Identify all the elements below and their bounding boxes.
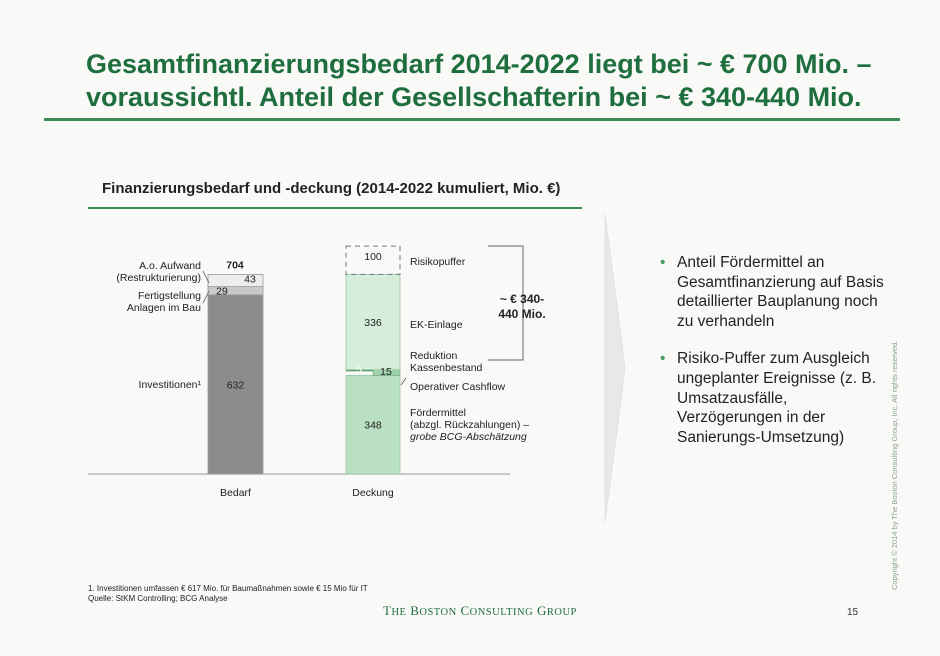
bedarf-total-label: 704 <box>226 259 244 272</box>
deckung-category-label: Fördermittel <box>410 407 467 419</box>
deckung-category-label: (abzgl. Rückzahlungen) – <box>410 419 530 431</box>
x-axis-label: Bedarf <box>220 487 251 499</box>
page-number: 15 <box>847 607 859 618</box>
deckung-category-label: EK-Einlage <box>410 319 463 331</box>
x-axis-label: Deckung <box>352 487 394 499</box>
deckung-value-label: 100 <box>364 251 382 264</box>
bedarf-category-label: A.o. Aufwand <box>139 260 201 272</box>
bullet-list <box>660 253 885 465</box>
deckung-category-label: grobe BCG-Abschätzung <box>410 431 527 443</box>
bedarf-value-label: 29 <box>216 285 228 298</box>
bracket-label: ~ € 340- <box>499 292 545 306</box>
arrow-chevron <box>605 214 625 522</box>
deckung-value-label: 348 <box>364 419 382 432</box>
bedarf-value-label: 43 <box>244 273 256 286</box>
bedarf-category-label: (Restrukturierung) <box>116 272 201 284</box>
slide-title-line-1: Gesamtfinanzierungsbedarf 2014-2022 liegt bei ~ € 700 Mio. – <box>86 49 872 79</box>
bullet-item <box>660 253 885 331</box>
footnote-source: Quelle: StKM Controlling; BCG Analyse <box>88 594 228 603</box>
footnote-line-1: 1. Investitionen umfassen € 617 Mio. für Baumaßnahmen sowie € 15 Mio für IT <box>88 584 368 593</box>
deckung-category-label: Operativer Cashflow <box>410 381 506 393</box>
bedarf-category-label: Fertigstellung <box>137 290 201 302</box>
deckung-category-label: Risikopuffer <box>410 256 466 268</box>
bullet-text: Anteil Fördermittel an Gesamtfinanzierung auf Basis detaillierter Bauplanung noch zu verhandeln <box>677 254 884 330</box>
bullet-dot-icon: • <box>660 254 666 271</box>
bedarf-category-label: Investitionen¹ <box>138 379 201 391</box>
deckung-value-label: 336 <box>364 317 382 330</box>
bedarf-category-label: Anlagen im Bau <box>126 302 201 314</box>
deckung-category-label: Reduktion <box>410 350 458 362</box>
footnote <box>88 584 368 604</box>
bedarf-value-label: 632 <box>226 379 245 392</box>
chart-subtitle: Finanzierungsbedarf und -deckung (2014-2022 kumuliert, Mio. €) <box>102 180 561 197</box>
bullet-item <box>660 349 885 447</box>
copyright-notice: Copyright © 2014 by The Boston Consulting Group, Inc. All rights reserved. <box>890 340 899 590</box>
deckung-value-label: 5 <box>356 363 362 376</box>
bullet-text: Risiko-Puffer zum Ausgleich ungeplanter Ereignisse (z. B. Umsatzausfälle, Verzögerungen in der Sanierungs-Umsetzung) <box>677 350 877 446</box>
deckung-category-label: Kassenbestand <box>410 362 483 374</box>
leader-line <box>401 378 406 385</box>
slide-title-line-2: voraussichtl. Anteil der Gesellschafterin bei ~ € 340-440 Mio. <box>86 82 862 112</box>
bullet-dot-icon: • <box>660 350 666 368</box>
bcg-logo: THE BOSTON CONSULTING GROUP <box>383 603 577 618</box>
bracket-label: 440 Mio. <box>498 307 546 321</box>
deckung-value-label: 15 <box>380 366 392 379</box>
